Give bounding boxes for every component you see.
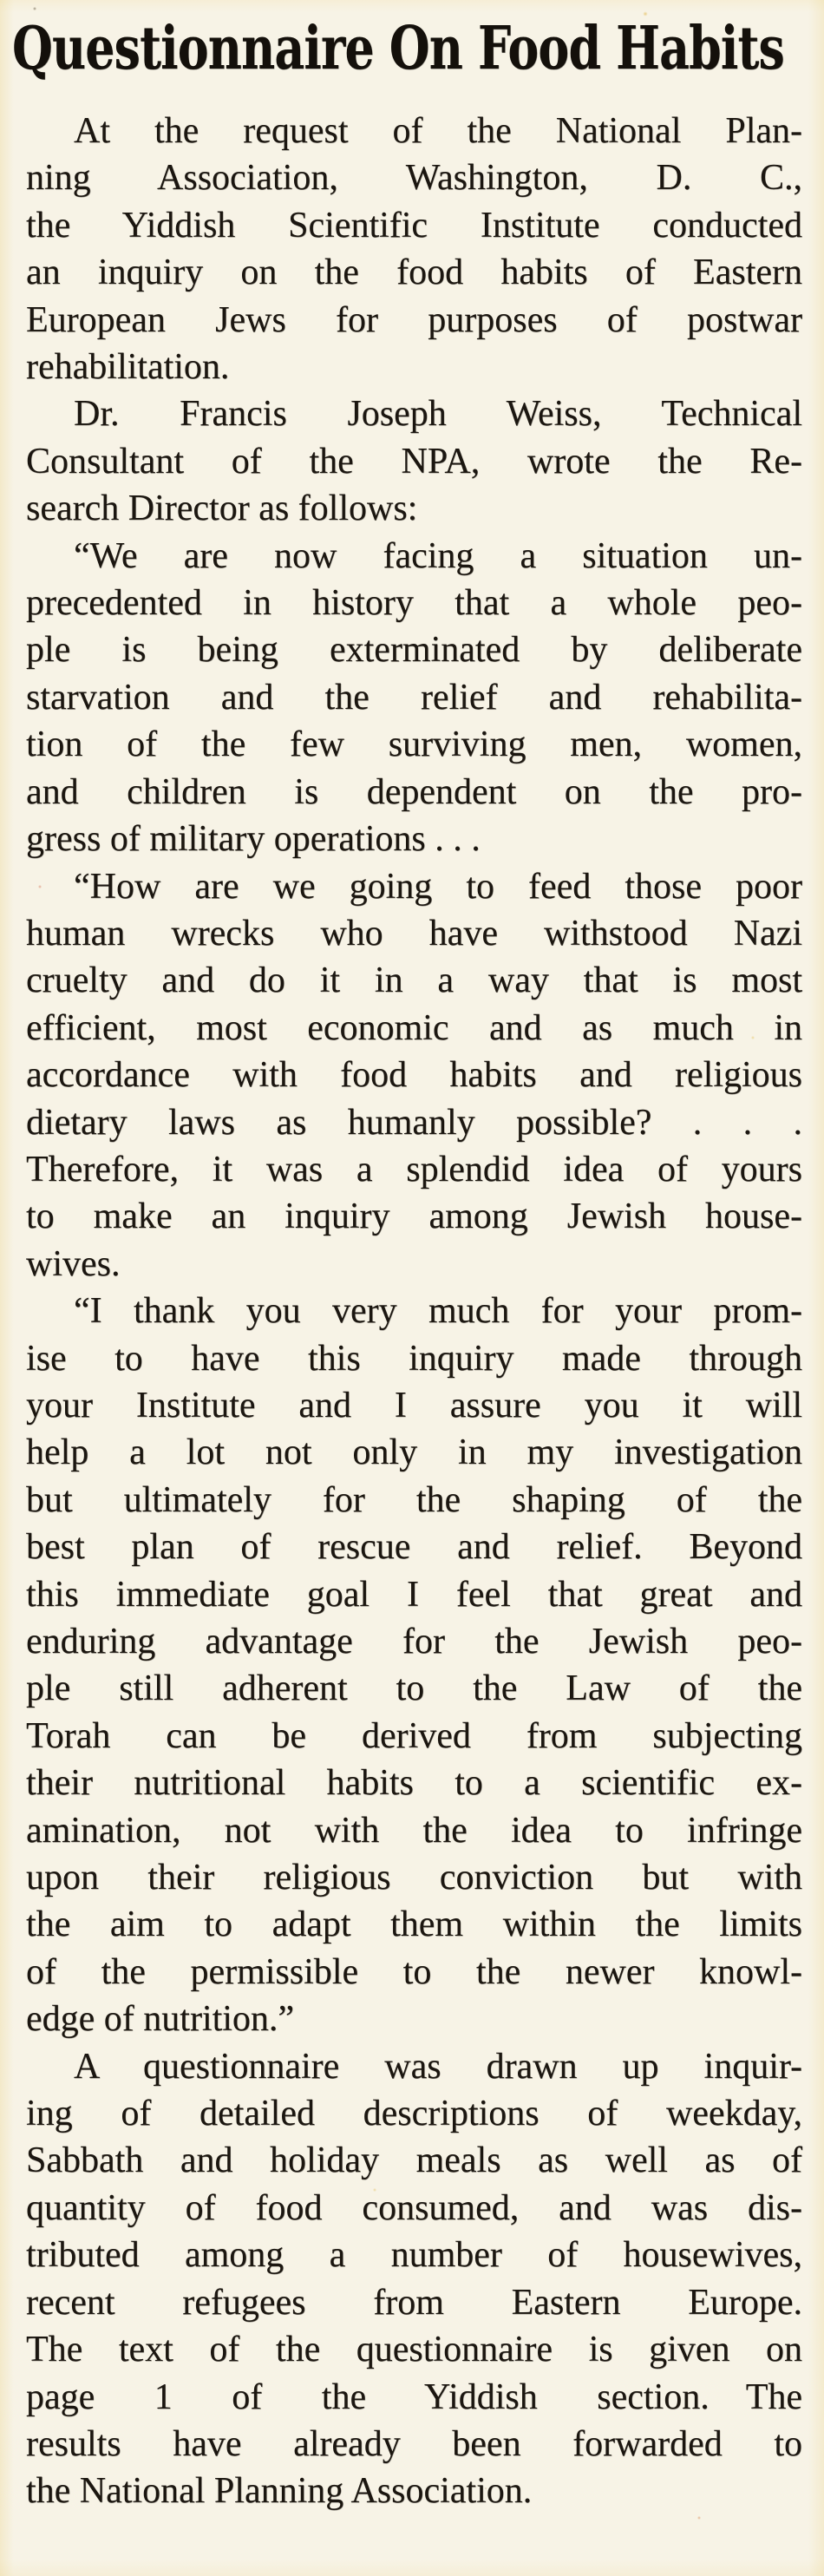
text-line: Torah can be derived from subjecting	[26, 1715, 802, 1756]
text-line: “I thank you very much for your prom-	[74, 1291, 802, 1332]
text-line: and children is dependent on the pro-	[26, 771, 802, 812]
text-line: their nutritional habits to a scientific ex-	[26, 1763, 802, 1804]
text-line: search Director as follows:	[26, 488, 418, 529]
text-line: enduring advantage for the Jewish peo-	[26, 1622, 802, 1662]
text-line: rehabilitation.	[26, 347, 230, 388]
text-line: “How are we going to feed those poor	[74, 866, 802, 907]
text-line: best plan of rescue and relief. Beyond	[26, 1527, 802, 1568]
text-line: your Institute and I assure you it will	[26, 1385, 802, 1426]
text-line: the aim to adapt them within the limits	[26, 1904, 802, 1945]
text-line: accordance with food habits and religious	[26, 1055, 802, 1096]
article-title: Questionnaire On Food Habits	[12, 14, 784, 83]
text-line: quantity of food consumed, and was dis-	[26, 2187, 802, 2228]
text-line: The text of the questionnaire is given on	[26, 2330, 802, 2370]
text-line: At the request of the National Plan-	[74, 111, 802, 151]
text-line: “We are now facing a situation un-	[74, 535, 802, 576]
text-line: ning Association, Washington, D. C.,	[26, 158, 802, 199]
article-body	[26, 108, 802, 2515]
text-line: of the permissible to the newer knowl-	[26, 1951, 802, 1992]
text-line: wives.	[26, 1243, 121, 1284]
text-line: Dr. Francis Joseph Weiss, Technical	[74, 394, 802, 435]
text-line: but ultimately for the shaping of the	[26, 1479, 802, 1520]
text-line: Therefore, it was a splendid idea of yours	[26, 1149, 802, 1190]
text-line: ple is being exterminated by deliberate	[26, 630, 802, 671]
text-line: the National Planning Association.	[26, 2471, 533, 2512]
text-line: an inquiry on the food habits of Eastern	[26, 252, 802, 293]
text-line: help a lot not only in my investigation	[26, 1432, 802, 1473]
text-line: upon their religious conviction but with	[26, 1858, 802, 1898]
text-line: page 1 of the Yiddish section. The	[26, 2376, 802, 2417]
text-line: tion of the few surviving men, women,	[26, 724, 802, 765]
text-line: tributed among a number of housewives,	[26, 2235, 802, 2276]
text-line: results have already been forwarded to	[26, 2423, 802, 2464]
text-line: starvation and the relief and rehabilita-	[26, 677, 802, 718]
text-line: edge of nutrition.”	[26, 1999, 295, 2040]
text-line: gress of military operations . . .	[26, 819, 481, 860]
text-line: recent refugees from Eastern Europe.	[26, 2282, 802, 2323]
text-line: European Jews for purposes of postwar	[26, 299, 802, 340]
text-line: amination, not with the idea to infringe	[26, 1810, 802, 1851]
text-line: the Yiddish Scientific Institute conducted	[26, 205, 802, 246]
text-line: A questionnaire was drawn up inquir-	[74, 2046, 802, 2087]
text-line: ple still adherent to the Law of the	[26, 1668, 802, 1709]
text-line: efficient, most economic and as much in	[26, 1007, 802, 1048]
text-line: ise to have this inquiry made through	[26, 1338, 802, 1379]
text-line: Consultant of the NPA, wrote the Re-	[26, 441, 802, 482]
text-line: human wrecks who have withstood Nazi	[26, 913, 802, 954]
text-line: to make an inquiry among Jewish house-	[26, 1196, 802, 1237]
text-line: dietary laws as humanly possible? . . .	[26, 1102, 802, 1143]
text-line: cruelty and do it in a way that is most	[26, 960, 802, 1001]
text-line: precedented in history that a whole peo-	[26, 583, 802, 624]
text-line: Sabbath and holiday meals as well as of	[26, 2140, 802, 2181]
text-line: ing of detailed descriptions of weekday,	[26, 2094, 802, 2134]
text-line: this immediate goal I feel that great and	[26, 1574, 802, 1615]
